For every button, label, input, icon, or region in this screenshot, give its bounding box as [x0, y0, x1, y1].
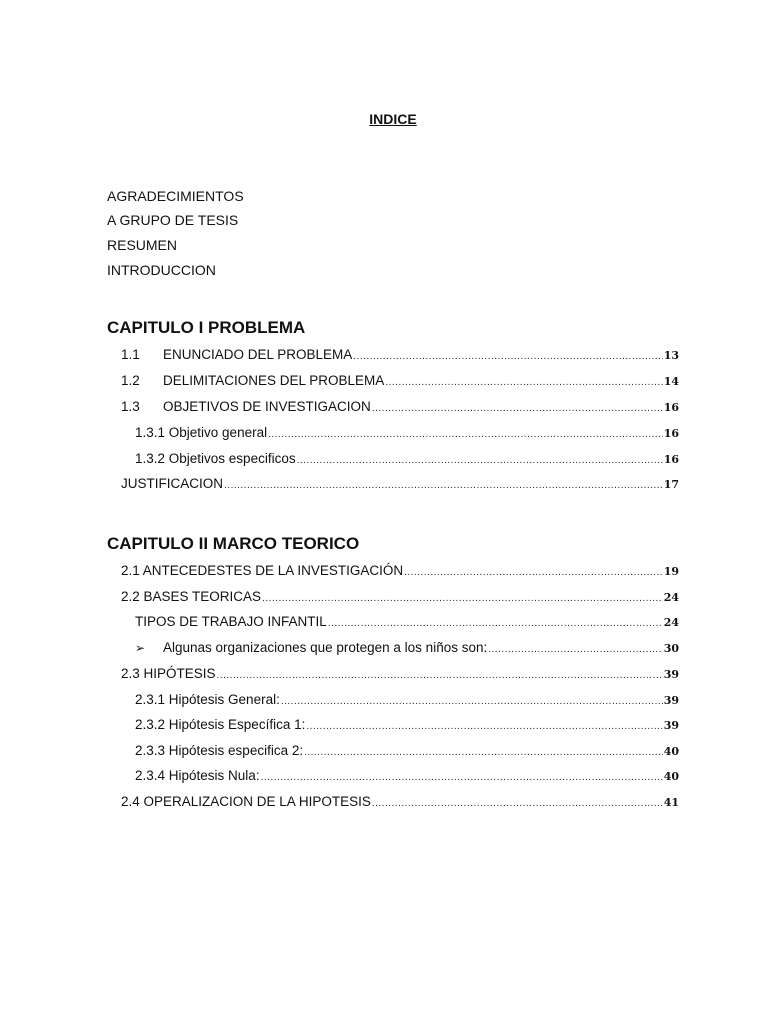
toc-entry	[121, 665, 679, 683]
dot-leader	[372, 400, 663, 418]
dot-leader	[262, 590, 663, 608]
toc-entry-label: TIPOS DE TRABAJO INFANTIL	[135, 614, 327, 629]
toc-entry-label: 1.3.2 Objetivos especificos	[135, 451, 296, 466]
toc-entry-page: 16	[663, 401, 679, 414]
toc-entry-number: 1.1	[121, 347, 140, 362]
front-item-introduccion: INTRODUCCION	[107, 262, 216, 278]
chapter-1-heading: CAPITULO I PROBLEMA	[107, 318, 306, 337]
toc-entry-page: 24	[663, 591, 679, 604]
dot-leader	[353, 348, 662, 366]
dot-leader	[261, 769, 663, 787]
front-item-grupo-de-tesis: A GRUPO DE TESIS	[107, 212, 239, 228]
toc-entry	[135, 613, 679, 631]
toc-entry-page: 13	[663, 349, 679, 362]
toc-entry-page: 39	[663, 694, 679, 707]
dot-leader	[372, 795, 663, 813]
dot-leader	[217, 667, 663, 685]
front-item-agradecimientos: AGRADECIMIENTOS	[107, 188, 244, 204]
dot-leader	[281, 693, 663, 711]
toc-entry-label: 2.3.4 Hipótesis Nula:	[135, 768, 260, 783]
toc-entry-page: 39	[663, 719, 679, 732]
toc-entry-label: 2.3.1 Hipótesis General:	[135, 692, 280, 707]
dot-leader	[488, 641, 662, 659]
toc-entry	[121, 562, 679, 580]
toc-entry-label: 2.3.2 Hipótesis Específica 1:	[135, 717, 306, 732]
toc-entry-page: 40	[663, 745, 679, 758]
toc-entry-number: 1.2	[121, 373, 140, 388]
toc-entry-page: 39	[663, 668, 679, 681]
toc-entry-label: JUSTIFICACION	[121, 476, 224, 491]
dot-leader	[328, 615, 663, 633]
toc-entry	[135, 424, 679, 442]
toc-entry-page: 16	[663, 427, 679, 440]
toc-entry-page: 16	[663, 453, 679, 466]
toc-entry	[135, 639, 679, 657]
toc-entry-label: 2.4 OPERALIZACION DE LA HIPOTESIS	[121, 794, 371, 809]
toc-entry	[121, 588, 679, 606]
front-item-resumen: RESUMEN	[107, 237, 178, 253]
toc-entry-page: 40	[663, 770, 679, 783]
toc-entry-label: 2.3.3 Hipótesis especifica 2:	[135, 743, 304, 758]
dot-leader	[306, 718, 662, 736]
toc-entry-page: 17	[663, 478, 679, 491]
toc-entry	[135, 742, 679, 760]
toc-entry-label: 2.1 ANTECEDESTES DE LA INVESTIGACIÓN	[121, 563, 404, 578]
toc-entry-page: 30	[663, 642, 679, 655]
toc-entry	[135, 450, 679, 468]
toc-entry-page: 14	[663, 375, 679, 388]
toc-entry	[121, 398, 679, 416]
toc-entry-page: 24	[663, 616, 679, 629]
arrow-bullet-icon: ➢	[135, 641, 146, 655]
toc-entry-label: 2.2 BASES TEORICAS	[121, 589, 262, 604]
toc-entry	[121, 475, 679, 493]
chapter-2-heading: CAPITULO II MARCO TEORICO	[107, 534, 360, 553]
dot-leader	[268, 426, 663, 444]
toc-entry-page: 19	[663, 565, 679, 578]
toc-entry	[121, 793, 679, 811]
toc-entry-label: 2.3 HIPÓTESIS	[121, 666, 216, 681]
dot-leader	[297, 452, 663, 470]
toc-entry-label: DELIMITACIONES DEL PROBLEMA	[163, 373, 385, 388]
toc-entry-number: 1.3	[121, 399, 140, 414]
dot-leader	[385, 374, 662, 392]
toc-entry	[121, 372, 679, 390]
toc-entry	[121, 346, 679, 364]
toc-entry-label: OBJETIVOS DE INVESTIGACION	[163, 399, 371, 414]
toc-entry	[135, 767, 679, 785]
toc-entry-label: Algunas organizaciones que protegen a los niños son:	[163, 640, 488, 655]
toc-entry	[135, 716, 679, 734]
toc-entry	[135, 691, 679, 709]
toc-entry-page: 41	[663, 796, 679, 809]
dot-leader	[304, 744, 663, 762]
toc-entry-label: 1.3.1 Objetivo general	[135, 425, 268, 440]
toc-entry-label: ENUNCIADO DEL PROBLEMA	[163, 347, 353, 362]
dot-leader	[224, 477, 663, 495]
dot-leader	[404, 564, 663, 582]
page-title: INDICE	[369, 111, 417, 127]
